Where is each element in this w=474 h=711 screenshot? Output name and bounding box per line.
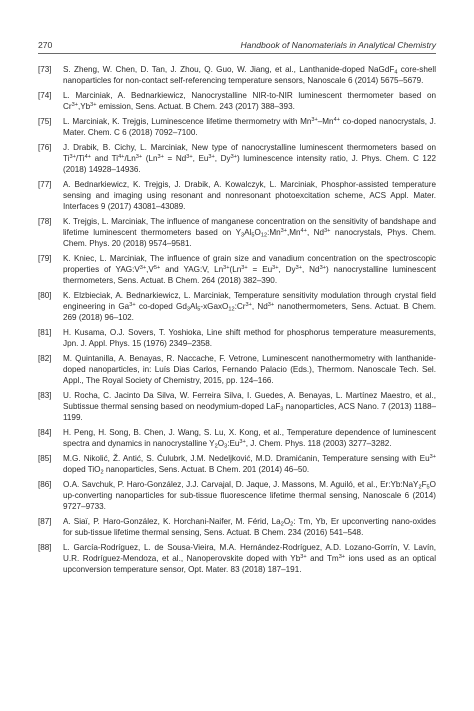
reference-entry: [38, 91, 436, 113]
reference-entry: [38, 117, 436, 139]
reference-number: [73]: [38, 65, 52, 74]
reference-text: L. García-Rodríguez, L. de Sousa-Vieira, M.A. Hernández-Rodríguez, A.D. Lozano-Gorrín, V. Lavín, U.R. Rodríguez-Mendoza, et al., Nanoperovskite doped with $Yb^{3+}$ and $Tm^{3+}$ ions used as an optical upconversion temperature sensor, Opt. Mater. 83 (2018) 187–191.: [63, 542, 436, 574]
reference-text: J. Drabik, B. Cichy, L. Marciniak, New type of nanocrystalline luminescent thermometers based on $Ti^{3+}/Ti^{4+}$ and $Ti^{4+}/Ln^{3+}$ ($Ln^{3+} = Nd^{3+}$, $Eu^{3+}$, $Dy^{3+}$) luminescence intensity ratio, J. Phys. Chem. C 122 (2018) 14928–14936.: [63, 143, 436, 174]
reference-number: [74]: [38, 91, 52, 101]
reference-entry: [38, 428, 436, 450]
reference-text: K. Kniec, L. Marciniak, The influence of grain size and vanadium concentration on the spectroscopic properties of $YAG:V^{3+},V^{5+}$ and YAG:V, $Ln^{3+}(Ln^{3+} = Eu^{3+}$, $Dy^{3+}$, $Nd^{3+}$) nanocrystalline luminescent thermometers, Sens. Actuat. B Chem. 264 (2018) 382–390.: [63, 254, 436, 285]
reference-number: [84]: [38, 427, 52, 437]
reference-entry: [38, 454, 436, 476]
reference-entry: [38, 517, 436, 539]
reference-entry: [38, 143, 436, 176]
reference-text: K. Elzbieciak, A. Bednarkiewicz, L. Marciniak, Temperature sensitivity modulation through crystal field engineering in $Ga^{3+}$ co-doped $Gd_3Al_5-xGaxO_{12}:Cr^{3+}$, $Nd^{3+}$ nanothermometers, Sens. Actuat. B Chem. 269 (2018) 96–102.: [63, 290, 437, 322]
reference-number: [77]: [38, 180, 52, 190]
reference-number: [79]: [38, 254, 52, 263]
reference-text: K. Trejgis, L. Marciniak, The influence of manganese concentration on the sensitivity of bandshape and lifetime luminescent thermometers based on $Y_3Al_5O_{12}:Mn^{3+},Mn^{4+}$, $Nd^{3+}$ nanocrystals, Phys. Chem. Chem. Phys. 20 (2018) 9574–9581.: [63, 217, 436, 248]
reference-number: [85]: [38, 453, 52, 463]
reference-number: [78]: [38, 217, 52, 227]
reference-entry: [38, 254, 436, 287]
reference-number: [80]: [38, 290, 52, 300]
reference-text: L. Marciniak, A. Bednarkiewicz, Nanocrystalline NIR-to-NIR luminescent thermometer based on $Cr^{3+},Yb^{3+}$ emission, Sens. Actuat. B Chem. 243 (2017) 388–393.: [63, 91, 436, 111]
reference-entry: [38, 391, 436, 424]
reference-entry: [38, 543, 436, 576]
reference-text: U. Rocha, C. Jacinto Da Silva, W. Ferreira Silva, I. Guedes, A. Benayas, L. Martínez Maestro, et al., Subtissue thermal sensing based on neodymium-doped LaF$_3$ nanoparticles, ACS Nano. 7 (2013) 1188–1199.: [63, 390, 436, 422]
reference-number: [76]: [38, 143, 52, 153]
reference-text: H. Kusama, O.J. Sovers, T. Yoshioka, Line shift method for phosphorus temperature measurements, Jpn. J. Appl. Phys. 15 (1976) 2349–2358.: [63, 327, 436, 348]
page-number: 270: [38, 40, 53, 50]
reference-text: S. Zheng, W. Chen, D. Tan, J. Zhou, Q. Guo, W. Jiang, et al., Lanthanide-doped NaGdF$_4$ core-shell nanoparticles for non-contact self-referencing temperature sensors, Nanoscale 6 (2014) 5675–5679.: [63, 65, 436, 85]
reference-number: [88]: [38, 542, 52, 552]
reference-number: [83]: [38, 390, 52, 400]
reference-entry: [38, 217, 436, 250]
reference-text: L. Marciniak, K. Trejgis, Luminescence lifetime thermometry with $Mn^{3+}-Mn^{4+}$ co-doped nanocrystals, J. Mater. Chem. C 6 (2018) 7092–7100.: [63, 117, 437, 137]
reference-text: A. Bednarkiewicz, K. Trejgis, J. Drabik, A. Kowalczyk, L. Marciniak, Phosphor-assisted temperature sensing and imaging using resonant and nonresonant photoexcitation scheme, ACS Appl. Mater. Interfaces 9 (2017) 43081–43089.: [63, 180, 436, 211]
reference-entry: [38, 180, 436, 213]
reference-text: A. Siaï, P. Haro-González, K. Horchani-Naifer, M. Férid, $La_2O_2$: Tm, Yb, Er upconverting nano-oxides for sub-tissue lifetime thermal sensing, Sens. Actuat. B Chem. 234 (2016) 541–548.: [63, 516, 436, 537]
reference-entry: [38, 480, 436, 513]
reference-entry: [38, 354, 436, 387]
reference-number: [81]: [38, 327, 52, 337]
reference-number: [82]: [38, 353, 52, 363]
reference-number: [75]: [38, 117, 52, 127]
reference-entry: [38, 65, 436, 87]
reference-text: H. Peng, H. Song, B. Chen, J. Wang, S. Lu, X. Kong, et al., Temperature dependence of luminescent spectra and dynamics in nanocrystalline $Y_2O_3:Eu^{3+}$, J. Chem. Phys. 118 (2003) 3277–3282.: [63, 427, 436, 450]
reference-entry: [38, 291, 436, 324]
running-title: Handbook of Nanomaterials in Analytical Chemistry: [240, 40, 436, 50]
reference-text: M.G. Nikolić, Ž. Antić, S. Ćulubrk, J.M. Nedeljković, M.D. Dramićanin, Temperature sensing with $Eu^{3+}$ doped TiO$_2$ nanoparticles, Sens. Actuat. B Chem. 201 (2014) 46–50.: [63, 453, 436, 476]
reference-list: [38, 65, 436, 575]
reference-entry: [38, 328, 436, 350]
reference-text: O.A. Savchuk, P. Haro-González, J.J. Carvajal, D. Jaque, J. Massons, M. Aguiló, et al., $Er:Yb:NaY_2F_5O$ up-converting nanoparticles for sub-tissue fluorescence lifetime thermal sensing, Nanoscale 6 (2014) 9727–9733.: [63, 479, 436, 511]
reference-number: [86]: [38, 479, 52, 489]
running-header: [38, 40, 436, 54]
reference-text: M. Quintanilla, A. Benayas, R. Naccache, F. Vetrone, Luminescent nanothermometry with lanthanide-doped nanoparticles, in: Luís Dias Carlos, Fernando Palacio (Eds.), Thermom. Nanoscale Tech. Sel. Appl., The Royal Society of Chemistry, 2015, pp. 124–166.: [63, 353, 436, 385]
reference-number: [87]: [38, 516, 52, 526]
